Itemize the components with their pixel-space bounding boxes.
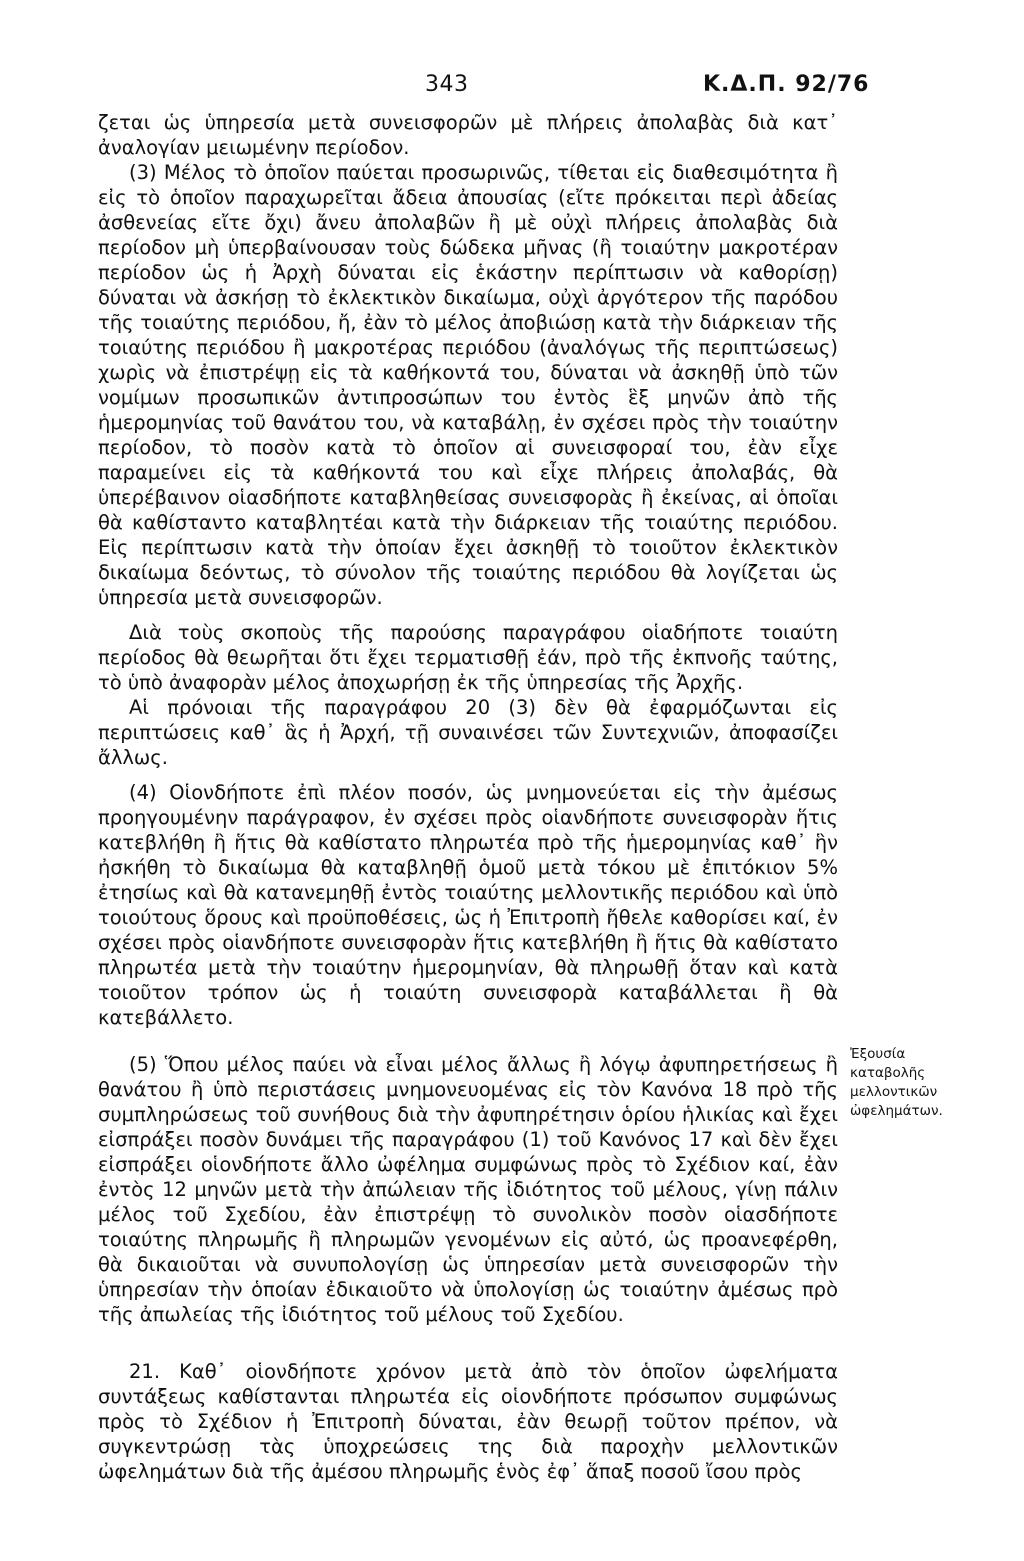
paragraph-3: (3) Μέλος τὸ ὁποῖον παύεται προσωρινῶς, τίθεται εἰς διαθεσιμότητα ἢ εἰς τὸ ὁποῖον παραχωρεῖται ἄδεια ἀπουσίας (εἴτε πρόκειται περὶ ἀδείας ἀσθενείας εἴτε ὄχι) ἄνευ ἀπολαβῶν ἢ μὲ οὐχὶ πλήρεις ἀπολαβὰς διὰ περίοδον μὴ ὑπερβαίνουσαν τοὺς δώδεκα μῆνας (ἢ τοιαύτην μακροτέραν περίοδον ὡς ἡ Ἀρχὴ δύναται εἰς ἑκάστην περίπτωσιν νὰ καθορίσῃ) δύναται νὰ ἀσκήσῃ τὸ ἐκλεκτικὸν δικαίωμα, οὐχὶ ἀργότερον τῆς παρόδου τῆς τοιαύτης περιόδου, ἤ, ἐὰν τὸ μέλος ἀποβιώσῃ κατὰ τὴν διάρκειαν τῆς τοιαύτης περιόδου ἢ μακροτέρας περιόδου (ἀναλόγως τῆς περιπτώσεως) χωρὶς νὰ ἐπιστρέψῃ εἰς τὰ καθήκοντά του, δύναται νὰ ἀσκηθῇ ὑπὸ τῶν νομίμων προσωπικῶν ἀντιπροσώπων του ἐντὸς ἓξ μηνῶν ἀπὸ τῆς ἡμερομηνίας τοῦ θανάτου του, νὰ καταβάλῃ, ἐν σχέσει πρὸς τὴν τοιαύτην περίοδον, τὸ ποσὸν κατὰ τὸ ὁποῖον αἱ συνεισφοραί του, ἐὰν εἶχε παραμείνει εἰς τὰ καθήκοντά του καὶ εἶχε πλήρεις ἀπολαβάς, θὰ ὑπερέβαινον οἱασδήποτε καταβληθείσας συνεισφορὰς ἢ ἐκείνας, αἱ ὁποῖαι θὰ καθίσταντο καταβλητέαι κατὰ τὴν διάρκειαν τῆς τοιαύτης περιόδου. Εἰς περίπτωσιν κατὰ τὴν ὁποίαν ἔχει ἀσκηθῇ τὸ τοιοῦτον ἐκλεκτικὸν δικαίωμα δεόντως, τὸ σύνολον τῆς τοιαύτης περιόδου θὰ λογίζεται ὡς ὑπηρεσία μετὰ συνεισφορῶν.	[98, 161, 838, 609]
document-body	[98, 110, 838, 1484]
paragraph-4: (4) Οἱονδήποτε ἐπὶ πλέον ποσόν, ὡς μνημονεύεται εἰς τὴν ἀμέσως προηγουμένην παράγραφον, ἐν σχέσει πρὸς οἱανδήποτε συνεισφορὰν ἥτις κατεβλήθη ἢ ἥτις θὰ καθίστατο πληρωτέα πρὸ τῆς ἡμερομηνίας καθ᾽ ἣν ἠσκήθη τὸ δικαίωμα θὰ καταβληθῇ ὁμοῦ μετὰ τόκου μὲ ἐπιτόκιον 5% ἐτησίως καὶ θὰ κατανεμηθῇ ἐντὸς τοιαύτης μελλοντικῆς περιόδου καὶ ὑπὸ τοιούτους ὅρους καὶ προϋποθέσεις, ὡς ἡ Ἐπιτροπὴ ἤθελε καθορίσει καί, ἐν σχέσει πρὸς οἱανδήποτε συνεισφορὰν ἥτις κατεβλήθη ἢ ἥτις θὰ καθίστατο πληρωτέα μετὰ τὴν τοιαύτην ἡμερομηνίαν, θὰ πληρωθῇ ὅταν καὶ κατὰ τοιοῦτον τρόπον ὡς ἡ τοιαύτη συνεισφορὰ καταβάλλεται ἢ θὰ κατεβάλλετο.	[98, 781, 838, 1029]
section-21: 21. Καθ᾽ οἱονδήποτε χρόνον μετὰ ἀπὸ τὸν ὁποῖον ὠφελήματα συντάξεως καθίστανται πληρωτέα εἰς οἱονδήποτε πρόσωπον συμφώνως πρὸς τὸ Σχέδιον ἡ Ἐπιτροπὴ δύναται, ἐὰν θεωρῇ τοῦτον πρέπον, νὰ συγκεντρώσῃ τὰς ὑποχρεώσεις της διὰ παροχὴν μελλοντικῶν ὠφελημάτων διὰ τῆς ἀμέσου πληρωμῆς ἑνὸς ἐφ᾽ ἅπαξ ποσοῦ ἴσου πρὸς	[98, 1360, 838, 1483]
paragraph-continuation: ζεται ὡς ὑπηρεσία μετὰ συνεισφορῶν μὲ πλήρεις ἀπολαβὰς διὰ κατ᾽ ἀναλογίαν μειωμένην περίοδον.	[98, 111, 838, 159]
paragraph-purposes: Διὰ τοὺς σκοποὺς τῆς παρούσης παραγράφου οἱαδήποτε τοιαύτη περίοδος θὰ θεωρῆται ὅτι ἔχει τερματισθῇ ἐάν, πρὸ τῆς ἐκπνοῆς ταύτης, τὸ ὑπὸ ἀναφορὰν μέλος ἀποχωρήσῃ ἐκ τῆς ὑπηρεσίας τῆς Ἀρχῆς.	[98, 621, 838, 694]
margin-note-line: ὠφελημάτων.	[850, 1103, 943, 1119]
paragraph-provisions: Αἱ πρόνοιαι τῆς παραγράφου 20 (3) δὲν θὰ ἐφαρμόζωνται εἰς περιπτώσεις καθ᾽ ἃς ἡ Ἀρχή, τῇ συναινέσει τῶν Συντεχνιῶν, ἀποφασίζει ἄλλως.	[98, 696, 838, 769]
paragraph-5: (5) Ὅπου μέλος παύει νὰ εἶναι μέλος ἄλλως ἢ λόγῳ ἀφυπηρετήσεως ἢ θανάτου ἢ ὑπὸ περιστάσεις μνημονευομένας εἰς τὸν Κανόνα 18 πρὸ τῆς συμπληρώσεως τοῦ συνήθους διὰ τὴν ἀφυπηρέτησιν ὁρίου ἡλικίας καὶ ἔχει εἰσπράξει ποσὸν δυνάμει τῆς παραγράφου (1) τοῦ Κανόνος 17 καὶ δὲν ἔχει εἰσπράξει οἱονδήποτε ἄλλο ὠφέλημα συμφώνως πρὸς τὸ Σχέδιον καί, ἐὰν ἐντὸς 12 μηνῶν μετὰ τὴν ἀπώλειαν τῆς ἰδιότητος τοῦ μέλους, γίνῃ πάλιν μέλος τοῦ Σχεδίου, ἐὰν ἐπιστρέψῃ τὸ συνολικὸν ποσὸν οἱασδήποτε τοιαύτης πληρωμῆς ἢ πληρωμῶν γενομένων εἰς αὐτό, ὡς προανεφέρθη, θὰ δικαιοῦται νὰ συνυπολογίσῃ ὡς ὑπηρεσίαν μετὰ συνεισφορῶν τὴν ὑπηρεσίαν τὴν ὁποίαν ἐδικαιοῦτο νὰ ὑπολογίσῃ ὡς τοιαύτην ἀμέσως πρὸ τῆς ἀπωλείας τῆς ἰδιότητος τοῦ μέλους τοῦ Σχεδίου.	[98, 1053, 838, 1326]
margin-note-line: μελλοντικῶν	[850, 1084, 938, 1100]
page-number: 343	[425, 72, 469, 97]
margin-note	[850, 1045, 970, 1121]
gazette-reference: Κ.Δ.Π. 92/76	[703, 72, 870, 97]
margin-note-line: Ἐξουσία	[850, 1046, 906, 1062]
margin-note-line: καταβολῆς	[850, 1065, 926, 1081]
